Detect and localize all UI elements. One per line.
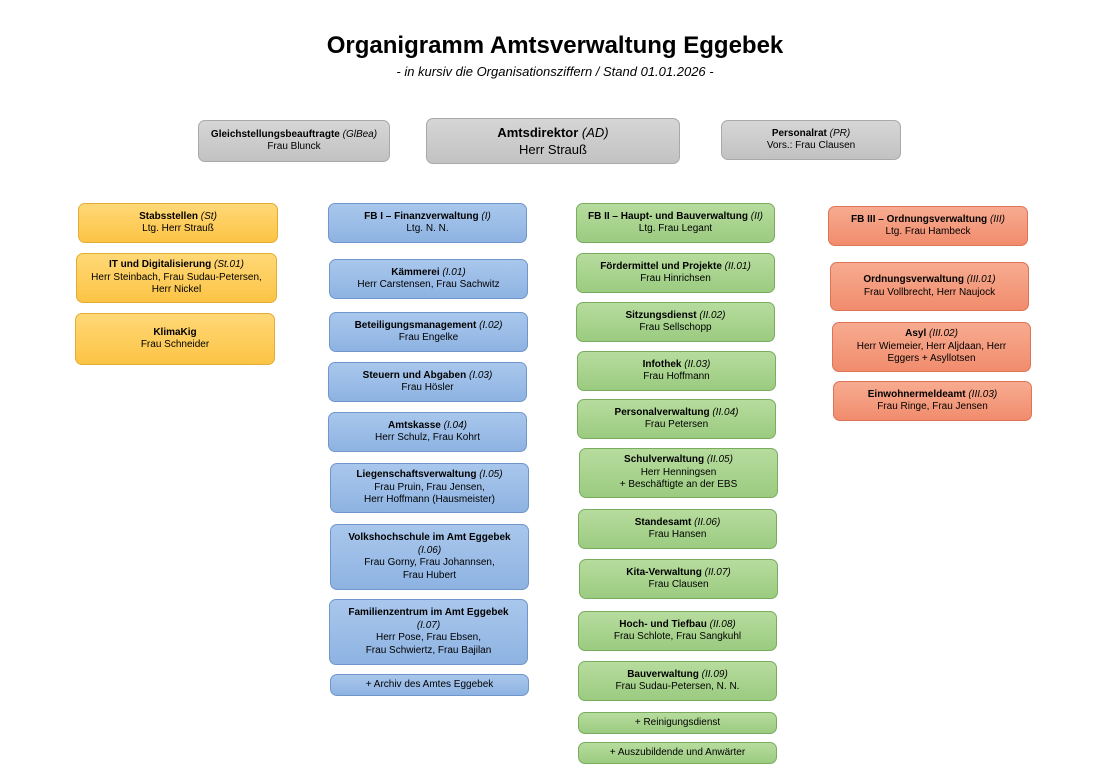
org-box-hoch-und-tiefbau bbox=[578, 611, 777, 651]
unit-code: (I) bbox=[481, 210, 491, 222]
unit-title bbox=[625, 310, 725, 323]
unit-code: (I.01) bbox=[442, 266, 466, 278]
org-box-bauverwaltung bbox=[578, 661, 777, 701]
unit-name: Asyl bbox=[905, 328, 927, 340]
unit-staff: Frau Sudau-Petersen, N. N. bbox=[615, 681, 740, 692]
unit-title bbox=[356, 469, 502, 482]
unit-name: Personalverwaltung bbox=[614, 406, 710, 418]
unit-staff: Frau Hinrichsen bbox=[640, 273, 711, 284]
unit-staff: Frau Engelke bbox=[398, 332, 459, 343]
org-box-stabsstellen bbox=[78, 203, 278, 243]
unit-staff: Ltg. N. N. bbox=[406, 223, 449, 234]
unit-name: Beteiligungsmanagement bbox=[354, 319, 477, 331]
unit-code: (St.01) bbox=[214, 259, 245, 271]
unit-name: Infothek bbox=[642, 358, 682, 370]
org-box-beteiligungsmanagement bbox=[329, 312, 528, 352]
unit-staff: Frau Schwiertz, Frau Bajilan bbox=[365, 644, 492, 656]
unit-staff: Herr Wiemeier, Herr Aljdaan, Herr bbox=[856, 340, 1007, 352]
unit-name: Steuern und Abgaben bbox=[362, 369, 467, 381]
unit-code: (II.02) bbox=[699, 309, 726, 321]
unit-staff: Herr Steinbach, Frau Sudau-Petersen, bbox=[91, 271, 262, 283]
unit-title bbox=[364, 211, 491, 224]
unit-title bbox=[863, 274, 995, 287]
unit-code: (III.03) bbox=[968, 388, 998, 400]
unit-title bbox=[497, 124, 608, 141]
unit-title bbox=[851, 214, 1005, 227]
unit-code: (III) bbox=[989, 213, 1005, 225]
unit-title bbox=[391, 267, 465, 280]
org-box-einwohnermeldeamt bbox=[833, 381, 1032, 421]
unit-name: Hoch- und Tiefbau bbox=[619, 618, 707, 630]
unit-name: + Auszubildende und Anwärter bbox=[609, 746, 746, 758]
unit-title bbox=[643, 359, 711, 372]
unit-name: + Archiv des Amtes Eggebek bbox=[365, 678, 494, 690]
unit-name: Fördermittel und Projekte bbox=[600, 260, 722, 272]
unit-name: Einwohnermeldeamt bbox=[867, 388, 966, 400]
unit-code: (II.08) bbox=[709, 618, 736, 630]
unit-name: + Reinigungsdienst bbox=[634, 716, 721, 728]
unit-title bbox=[109, 259, 244, 272]
unit-name: Gleichstellungsbeauftragte bbox=[210, 128, 340, 140]
unit-title bbox=[868, 389, 998, 402]
unit-name: Ordnungsverwaltung bbox=[863, 274, 964, 285]
org-box-foerdermittel-und-projekte bbox=[576, 253, 775, 293]
unit-code: (II.04) bbox=[712, 406, 739, 418]
org-box-kita-verwaltung bbox=[579, 559, 778, 599]
unit-name: IT und Digitalisierung bbox=[108, 259, 212, 271]
unit-code: (GlBea) bbox=[342, 128, 378, 140]
unit-name: Standesamt bbox=[634, 516, 692, 528]
org-box-ordnungsverwaltung bbox=[830, 262, 1029, 311]
unit-staff: Eggers + Asyllotsen bbox=[887, 353, 976, 365]
unit-name: Sitzungsdienst bbox=[625, 309, 697, 321]
unit-staff: Ltg. Herr Strauß bbox=[142, 223, 214, 234]
org-box-fb-ii-haupt-und-bauverwaltung bbox=[576, 203, 775, 243]
unit-code: (PR) bbox=[829, 127, 851, 139]
unit-staff: Vors.: Frau Clausen bbox=[766, 140, 856, 151]
unit-title bbox=[772, 128, 850, 141]
unit-title bbox=[388, 420, 467, 433]
unit-name: Amtsdirektor bbox=[497, 125, 579, 140]
page-title: Organigramm Amtsverwaltung Eggebek bbox=[326, 32, 784, 59]
unit-code: (AD) bbox=[581, 125, 609, 140]
unit-staff: + Beschäftigte an der EBS bbox=[619, 479, 738, 491]
unit-staff: Frau Sellschopp bbox=[639, 322, 712, 333]
org-box-standesamt bbox=[578, 509, 777, 549]
org-box-kaemmerei bbox=[329, 259, 528, 299]
unit-staff: Frau Vollbrecht, Herr Naujock bbox=[863, 286, 996, 298]
unit-code: (II.09) bbox=[701, 668, 728, 680]
unit-name: FB II – Haupt- und Bauverwaltung bbox=[587, 210, 748, 222]
unit-staff: Frau Petersen bbox=[644, 419, 709, 430]
unit-staff: Frau Blunck bbox=[267, 141, 321, 152]
unit-name: KlimaKig bbox=[153, 326, 197, 338]
org-box-klimakig bbox=[75, 313, 275, 365]
unit-name: FB III – Ordnungsverwaltung bbox=[851, 213, 988, 225]
org-box-personalverwaltung bbox=[577, 399, 776, 439]
org-box-auszubildende-und-anwaerter bbox=[578, 742, 777, 764]
unit-name: Kita-Verwaltung bbox=[626, 566, 702, 578]
org-box-fb-i-finanzverwaltung bbox=[328, 203, 527, 243]
unit-code: (III.01) bbox=[966, 274, 996, 285]
unit-name: Stabsstellen bbox=[139, 210, 199, 222]
unit-title bbox=[615, 407, 739, 420]
org-box-schulverwaltung bbox=[579, 448, 778, 498]
org-box-infothek bbox=[577, 351, 776, 391]
unit-staff: Frau Ringe, Frau Jensen bbox=[877, 401, 988, 412]
unit-name: FB I – Finanzverwaltung bbox=[364, 210, 479, 222]
unit-code: (I.06) bbox=[417, 544, 442, 556]
unit-code: (I.03) bbox=[468, 369, 493, 381]
unit-name: Schulverwaltung bbox=[624, 454, 705, 466]
unit-code: (II.05) bbox=[706, 454, 733, 466]
org-box-amtskasse bbox=[328, 412, 527, 452]
org-box-amtsdirektor bbox=[426, 118, 680, 164]
unit-code: (II.07) bbox=[704, 566, 731, 578]
unit-staff: Frau Pruin, Frau Jensen, bbox=[374, 481, 485, 493]
unit-title bbox=[635, 517, 721, 530]
unit-code: (St) bbox=[200, 210, 217, 222]
org-box-reinigungsdienst bbox=[578, 712, 777, 734]
unit-staff: Ltg. Frau Legant bbox=[638, 223, 713, 234]
unit-title bbox=[619, 619, 736, 632]
unit-name: Familienzentrum im Amt Eggebek bbox=[348, 607, 509, 618]
unit-title bbox=[626, 567, 730, 580]
org-box-personalrat bbox=[721, 120, 901, 160]
org-box-fb-iii-ordnungsverwaltung bbox=[828, 206, 1028, 246]
unit-title bbox=[905, 328, 958, 341]
unit-title bbox=[366, 679, 494, 692]
unit-title bbox=[588, 211, 763, 224]
unit-staff: Frau Schlote, Frau Sangkuhl bbox=[613, 631, 742, 642]
unit-name: Amtskasse bbox=[388, 419, 441, 431]
org-box-liegenschaftsverwaltung bbox=[330, 463, 529, 513]
org-box-steuern-und-abgaben bbox=[328, 362, 527, 402]
unit-staff: Frau Clausen bbox=[648, 579, 709, 590]
unit-name: Liegenschaftsverwaltung bbox=[356, 469, 477, 481]
unit-staff: Herr Schulz, Frau Kohrt bbox=[374, 432, 481, 443]
unit-staff: Ltg. Frau Hambeck bbox=[885, 226, 971, 237]
unit-name: Bauverwaltung bbox=[627, 668, 699, 680]
unit-code: (II.01) bbox=[724, 260, 751, 272]
page-subtitle: - in kursiv die Organisationsziffern / Stand 01.01.2026 - bbox=[396, 64, 714, 79]
unit-title bbox=[627, 669, 728, 682]
unit-staff: Herr Henningsen bbox=[640, 466, 717, 478]
unit-title bbox=[600, 261, 751, 274]
org-box-familienzentrum-im-amt-eggebek bbox=[329, 599, 528, 665]
unit-title bbox=[355, 320, 503, 333]
unit-code: (II.03) bbox=[684, 358, 711, 370]
unit-staff: Frau Schneider bbox=[140, 339, 210, 350]
org-box-gleichstellungsbeauftragte bbox=[198, 120, 390, 162]
org-box-sitzungsdienst bbox=[576, 302, 775, 342]
unit-code: (I.04) bbox=[443, 419, 467, 431]
org-box-volkshochschule-im-amt-eggebek bbox=[330, 524, 529, 590]
unit-code: (II.06) bbox=[694, 516, 721, 528]
unit-staff: Herr Nickel bbox=[151, 284, 202, 296]
unit-title bbox=[363, 370, 493, 383]
unit-name: Personalrat bbox=[771, 127, 827, 139]
unit-code: (III.02) bbox=[929, 328, 958, 340]
unit-staff: Herr Pose, Frau Ebsen, bbox=[375, 632, 482, 643]
unit-code: (I.05) bbox=[479, 469, 503, 481]
unit-code: (II) bbox=[750, 210, 763, 222]
org-box-archiv-des-amtes-eggebek bbox=[330, 674, 529, 696]
unit-staff: Herr Hoffmann (Hausmeister) bbox=[364, 494, 495, 506]
unit-staff: Herr Strauß bbox=[519, 142, 587, 157]
unit-title bbox=[139, 211, 217, 224]
unit-code: (I.07) bbox=[416, 619, 441, 631]
unit-staff: Frau Hubert bbox=[402, 569, 457, 581]
unit-title bbox=[348, 532, 510, 545]
unit-staff: Frau Hösler bbox=[401, 382, 454, 393]
unit-title bbox=[153, 327, 196, 340]
unit-title bbox=[348, 607, 508, 620]
unit-staff: Frau Hansen bbox=[648, 529, 707, 540]
unit-name: Kämmerei bbox=[391, 266, 440, 278]
unit-staff: Herr Carstensen, Frau Sachwitz bbox=[357, 279, 500, 290]
unit-title bbox=[624, 454, 733, 467]
unit-staff: Frau Gorny, Frau Johannsen, bbox=[364, 557, 495, 568]
unit-code: (I.02) bbox=[479, 319, 503, 331]
unit-staff: Frau Hoffmann bbox=[643, 371, 710, 382]
unit-title bbox=[610, 747, 745, 760]
unit-title bbox=[211, 129, 377, 142]
org-box-it-und-digitalisierung bbox=[76, 253, 277, 303]
unit-name: Volkshochschule im Amt Eggebek bbox=[348, 532, 511, 543]
unit-title bbox=[635, 717, 720, 730]
org-box-asyl bbox=[832, 322, 1031, 372]
